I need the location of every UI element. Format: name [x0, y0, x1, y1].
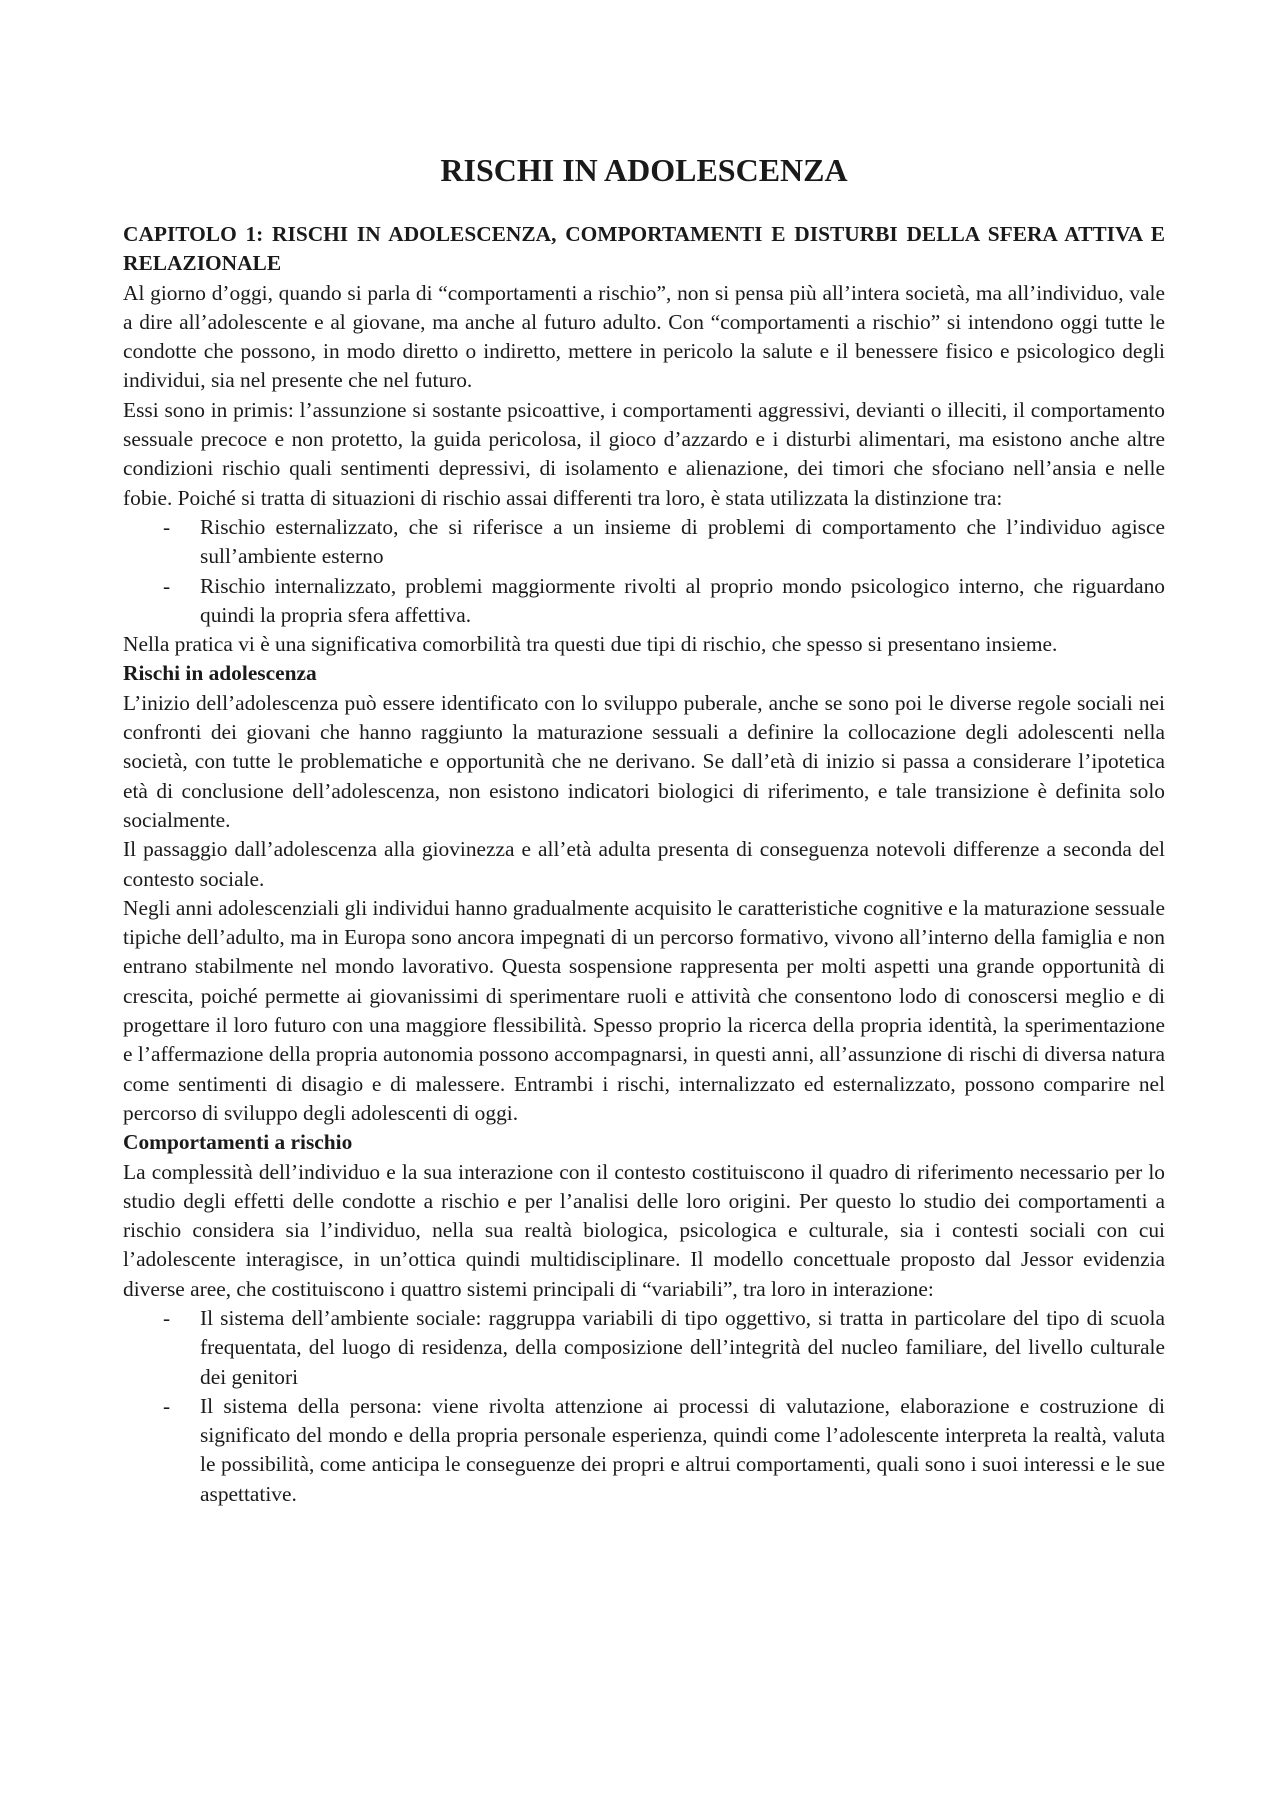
chapter-heading: CAPITOLO 1: RISCHI IN ADOLESCENZA, COMPORTAMENTI E DISTURBI DELLA SFERA ATTIVA E RELAZIONALE — [123, 222, 1165, 276]
dash-bullet: - — [163, 1393, 171, 1418]
list-item-text: Rischio internalizzato, problemi maggiormente rivolti al proprio mondo psicologico interno, che riguardano quindi la propria sfera affettiva. — [200, 573, 1165, 627]
dash-bullet: - — [163, 1305, 171, 1330]
list-item-text: Rischio esternalizzato, che si riferisce a un insieme di problemi di comportamento che l’individuo agisce sull’ambiente esterno — [200, 514, 1165, 569]
jessor-systems-list — [123, 1304, 1165, 1509]
list-item — [123, 572, 1165, 631]
dash-bullet: - — [163, 573, 171, 598]
dash-bullet: - — [163, 514, 171, 539]
risk-types-list — [123, 513, 1165, 630]
intro-paragraph-1: Al giorno d’oggi, quando si parla di “comportamenti a rischio”, non si pensa più all’intera società, ma all’individuo, vale a dire all’adolescente e al giovane, ma anche al futuro adulto. Con “comportamenti a rischio” si intendono oggi tutte le condotte che possono, in modo diretto o indiretto, mettere in pericolo la salute e il benessere fisico e psicologico degli individui, sia nel presente che nel futuro. — [123, 280, 1165, 393]
section1-paragraph-2: Il passaggio dall’adolescenza alla giovinezza e all’età adulta presenta di conseguenza notevoli differenze a seconda del contesto sociale. — [123, 837, 1165, 891]
intro-paragraph-2: Essi sono in primis: l’assunzione si sostante psicoattive, i comportamenti aggressivi, devianti o illeciti, il comportamento sessuale precoce e non protetto, la guida pericolosa, il gioco d’azzardo e i disturbi alimentari, ma esistono anche altre condizioni rischio quali sentimenti depressivi, di isolamento e alienazione, dei timori che sfociano nell’ansia e nelle fobie. Poiché si tratta di situazioni di rischio assai differenti tra loro, è stata utilizzata la distinzione tra: — [123, 397, 1165, 510]
section1-paragraph-3: Negli anni adolescenziali gli individui hanno gradualmente acquisito le caratteristiche cognitive e la maturazione sessuale tipiche dell’adulto, ma in Europa sono ancora impegnati di un percorso formativo, vivono all’interno della famiglia e non entrano stabilmente nel mondo lavorativo. Questa sospensione rappresenta per molti aspetti una grande opportunità di crescita, poiché permette ai giovanissimi di sperimentare ruoli e attività che consentono lodo di conoscersi meglio e di progettare il loro futuro con una maggiore flessibilità. Spesso proprio la ricerca della propria identità, la sperimentazione e l’affermazione della propria autonomia possono accompagnarsi, in questi anni, all’assunzione di rischi di diversa natura come sentimenti di disagio e di malessere. Entrambi i rischi, internalizzato ed esternalizzato, possono comparire nel percorso di sviluppo degli adolescenti di oggi. — [123, 895, 1165, 1125]
intro-paragraph-3: Nella pratica vi è una significativa comorbilità tra questi due tipi di rischio, che spesso si presentano insieme. — [123, 632, 1058, 657]
list-item-text: Il sistema dell’ambiente sociale: raggruppa variabili di tipo oggettivo, si tratta in particolare del tipo di scuola frequentata, del luogo di residenza, della composizione dell’integrità del nucleo familiare, del livello culturale dei genitori — [200, 1305, 1165, 1389]
document-page — [123, 0, 1165, 1509]
list-item — [123, 513, 1165, 572]
section2-paragraph-1: La complessità dell’individuo e la sua interazione con il contesto costituiscono il quadro di riferimento necessario per lo studio degli effetti delle condotte a rischio e per l’analisi delle loro origini. Per questo lo studio dei comportamenti a rischio considera sia l’individuo, nella sua realtà biologica, psicologica e culturale, sia i contesti sociali con cui l’adolescente interagisce, in un’ottica quindi multidisciplinare. Il modello concettuale proposto dal Jessor evidenzia diverse aree, che costituiscono i quattro sistemi principali di “variabili”, tra loro in interazione: — [123, 1159, 1165, 1301]
list-item — [123, 1392, 1165, 1509]
section-heading-rischi: Rischi in adolescenza — [123, 661, 317, 686]
section-heading-comportamenti: Comportamenti a rischio — [123, 1130, 353, 1155]
list-item-text: Il sistema della persona: viene rivolta attenzione ai processi di valutazione, elaborazione e costruzione di significato del mondo e della propria personale esperienza, quindi come l’adolescente interpreta la realtà, valuta le possibilità, come anticipa le conseguenze dei propri e altrui comportamenti, quali sono i suoi interessi e le sue aspettative. — [200, 1393, 1165, 1506]
section1-paragraph-1: L’inizio dell’adolescenza può essere identificato con lo sviluppo puberale, anche se sono poi le diverse regole sociali nei confronti dei giovani che hanno raggiunto la maturazione sessuali a definire la collocazione degli adolescenti nella società, con tutte le problematiche e opportunità che ne derivano. Se dall’età di inizio si passa a considerare l’ipotetica età di conclusione dell’adolescenza, non esistono indicatori biologici di riferimento, e tale transizione è definita solo socialmente. — [123, 690, 1165, 832]
document-title: RISCHI IN ADOLESCENZA — [440, 152, 848, 188]
list-item — [123, 1304, 1165, 1392]
